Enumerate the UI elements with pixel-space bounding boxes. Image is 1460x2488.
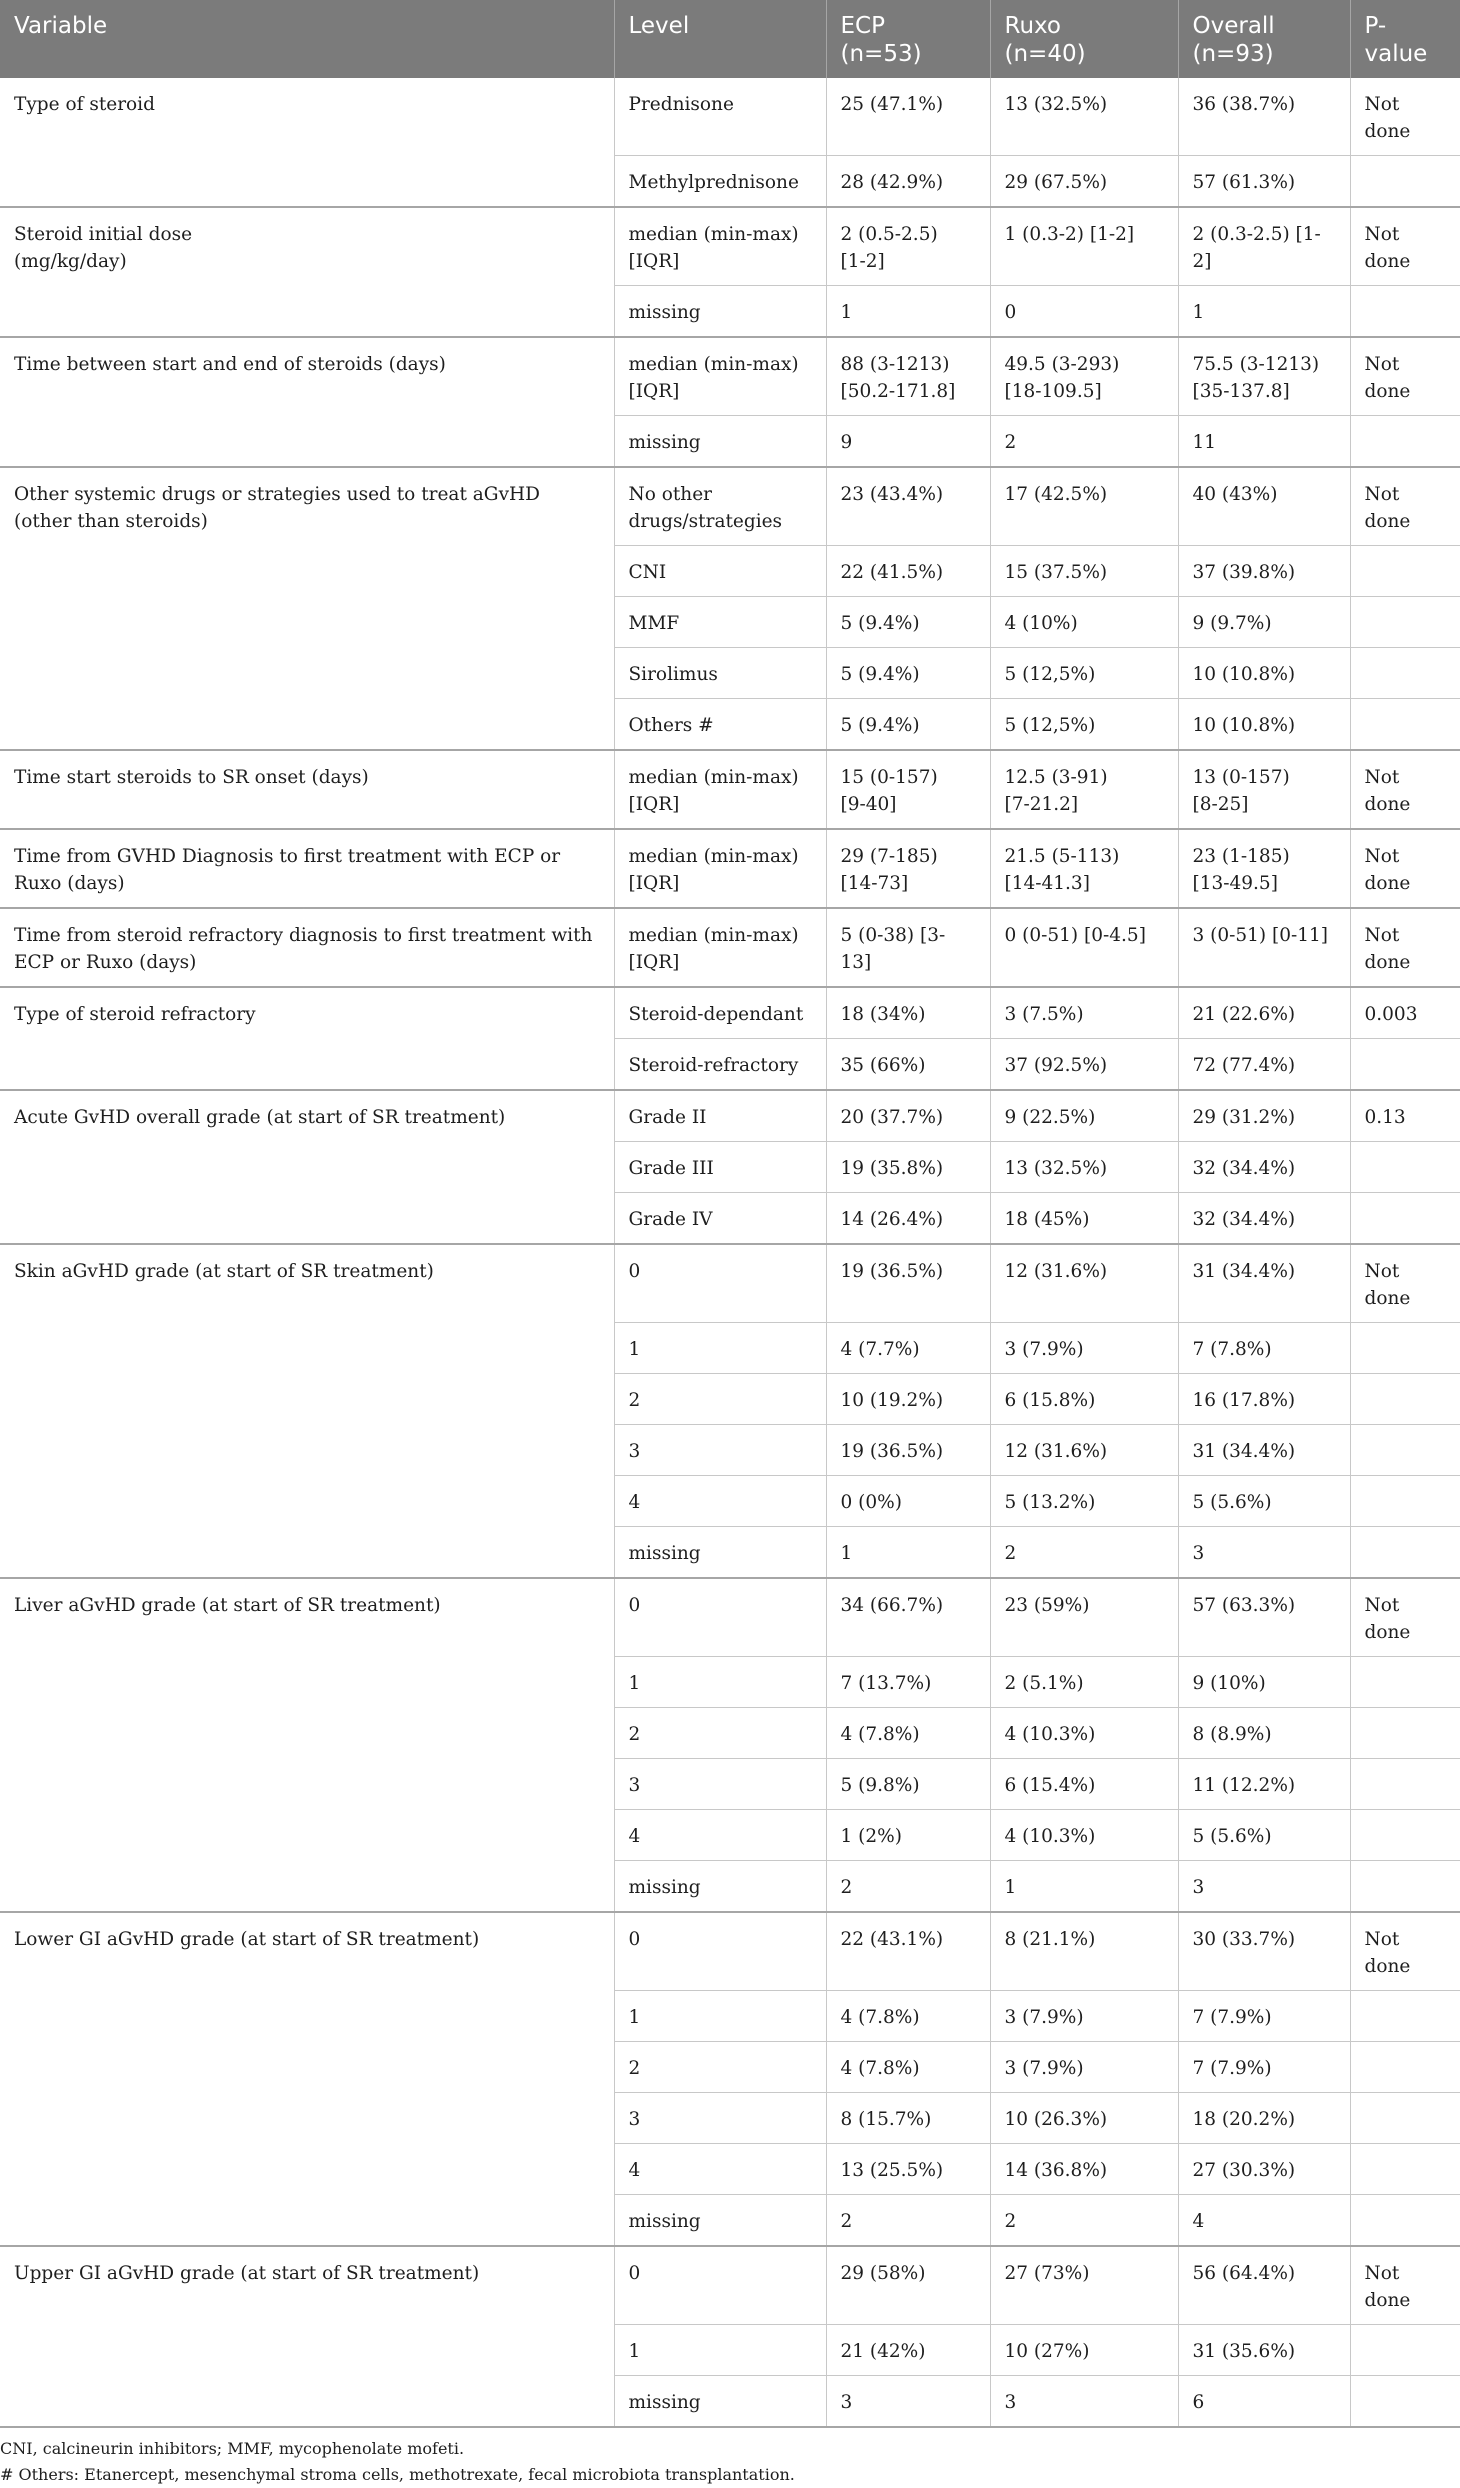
p-value-cell [1350,1425,1460,1476]
overall-cell: 2 (0.3-2.5) [1-2] [1178,207,1350,286]
level-cell: missing [614,416,826,468]
ruxo-cell: 9 (22.5%) [990,1090,1178,1142]
header-level: Level [614,0,826,78]
overall-cell: 3 (0-51) [0-11] [1178,908,1350,987]
level-cell: 0 [614,1912,826,1991]
level-cell: median (min-max) [IQR] [614,337,826,416]
ecp-cell: 35 (66%) [826,1039,990,1091]
level-cell: 0 [614,1244,826,1323]
ruxo-cell: 1 (0.3-2) [1-2] [990,207,1178,286]
variable-cell: Acute GvHD overall grade (at start of SR treatment) [0,1090,614,1244]
header-variable: Variable [0,0,614,78]
overall-cell: 30 (33.7%) [1178,1912,1350,1991]
ruxo-cell: 12.5 (3-91) [7-21.2] [990,750,1178,829]
ecp-cell: 5 (9.8%) [826,1759,990,1810]
ruxo-cell: 5 (12,5%) [990,648,1178,699]
header-overall: Overall (n=93) [1178,0,1350,78]
table-body [0,78,1460,2427]
level-cell: missing [614,2376,826,2428]
level-cell: 0 [614,1578,826,1657]
p-value-cell [1350,416,1460,468]
level-cell: Grade II [614,1090,826,1142]
overall-cell: 9 (10%) [1178,1657,1350,1708]
overall-cell: 8 (8.9%) [1178,1708,1350,1759]
level-cell: Others # [614,699,826,751]
ecp-cell: 2 [826,2195,990,2247]
ecp-cell: 22 (41.5%) [826,546,990,597]
p-value-cell: Not done [1350,2246,1460,2325]
ruxo-cell: 6 (15.8%) [990,1374,1178,1425]
ecp-cell: 10 (19.2%) [826,1374,990,1425]
p-value-cell [1350,1039,1460,1091]
overall-cell: 9 (9.7%) [1178,597,1350,648]
ecp-cell: 1 [826,286,990,338]
level-cell: Sirolimus [614,648,826,699]
footnotes [0,2428,1460,2488]
p-value-cell: Not done [1350,337,1460,416]
p-value-cell [1350,2195,1460,2247]
p-value-cell [1350,156,1460,208]
variable-cell: Time start steroids to SR onset (days) [0,750,614,829]
overall-cell: 7 (7.8%) [1178,1323,1350,1374]
overall-cell: 7 (7.9%) [1178,1991,1350,2042]
p-value-cell [1350,286,1460,338]
p-value-cell [1350,1323,1460,1374]
ruxo-cell: 27 (73%) [990,2246,1178,2325]
p-value-cell [1350,2325,1460,2376]
overall-cell: 11 (12.2%) [1178,1759,1350,1810]
ruxo-cell: 29 (67.5%) [990,156,1178,208]
overall-cell: 18 (20.2%) [1178,2093,1350,2144]
p-value-cell [1350,597,1460,648]
ecp-cell: 9 [826,416,990,468]
ruxo-cell: 10 (26.3%) [990,2093,1178,2144]
variable-cell: Time from steroid refractory diagnosis to first treatment with ECP or Ruxo (days) [0,908,614,987]
overall-cell: 40 (43%) [1178,467,1350,546]
level-cell: median (min-max) [IQR] [614,750,826,829]
ruxo-cell: 10 (27%) [990,2325,1178,2376]
header-row [0,0,1460,78]
ecp-cell: 1 (2%) [826,1810,990,1861]
level-cell: 2 [614,2042,826,2093]
ecp-cell: 7 (13.7%) [826,1657,990,1708]
level-cell: Grade III [614,1142,826,1193]
level-cell: Prednisone [614,78,826,156]
level-cell: median (min-max) [IQR] [614,207,826,286]
overall-cell: 13 (0-157) [8-25] [1178,750,1350,829]
overall-cell: 31 (34.4%) [1178,1425,1350,1476]
level-cell: 3 [614,2093,826,2144]
level-cell: 4 [614,1476,826,1527]
ruxo-cell: 21.5 (5-113) [14-41.3] [990,829,1178,908]
header-ruxo: Ruxo (n=40) [990,0,1178,78]
table-row [0,78,1460,156]
overall-cell: 36 (38.7%) [1178,78,1350,156]
ruxo-cell: 15 (37.5%) [990,546,1178,597]
level-cell: Steroid-refractory [614,1039,826,1091]
overall-cell: 3 [1178,1527,1350,1579]
table-row [0,1244,1460,1323]
header-ecp: ECP (n=53) [826,0,990,78]
level-cell: 0 [614,2246,826,2325]
overall-cell: 32 (34.4%) [1178,1142,1350,1193]
ecp-cell: 19 (36.5%) [826,1425,990,1476]
overall-cell: 11 [1178,416,1350,468]
level-cell: 1 [614,1991,826,2042]
ruxo-cell: 5 (13.2%) [990,1476,1178,1527]
p-value-cell: Not done [1350,1578,1460,1657]
ecp-cell: 5 (9.4%) [826,597,990,648]
ruxo-cell: 17 (42.5%) [990,467,1178,546]
p-value-cell [1350,2144,1460,2195]
p-value-cell [1350,648,1460,699]
overall-cell: 6 [1178,2376,1350,2428]
overall-cell: 23 (1-185) [13-49.5] [1178,829,1350,908]
level-cell: 4 [614,1810,826,1861]
level-cell: median (min-max) [IQR] [614,829,826,908]
ecp-cell: 28 (42.9%) [826,156,990,208]
ecp-cell: 13 (25.5%) [826,2144,990,2195]
ecp-cell: 1 [826,1527,990,1579]
ruxo-cell: 12 (31.6%) [990,1425,1178,1476]
ruxo-cell: 2 (5.1%) [990,1657,1178,1708]
overall-cell: 7 (7.9%) [1178,2042,1350,2093]
p-value-cell: 0.13 [1350,1090,1460,1142]
footnote-abbreviations: CNI, calcineurin inhibitors; MMF, mycophenolate mofeti. [0,2439,465,2458]
ecp-cell: 25 (47.1%) [826,78,990,156]
p-value-cell [1350,1142,1460,1193]
overall-cell: 4 [1178,2195,1350,2247]
overall-cell: 3 [1178,1861,1350,1913]
overall-cell: 32 (34.4%) [1178,1193,1350,1245]
p-value-cell [1350,1861,1460,1913]
ecp-cell: 4 (7.8%) [826,2042,990,2093]
variable-cell: Lower GI aGvHD grade (at start of SR treatment) [0,1912,614,2246]
table-row [0,750,1460,829]
variable-cell: Skin aGvHD grade (at start of SR treatment) [0,1244,614,1578]
table-row [0,467,1460,546]
ruxo-cell: 2 [990,416,1178,468]
overall-cell: 1 [1178,286,1350,338]
ecp-cell: 34 (66.7%) [826,1578,990,1657]
ecp-cell: 29 (7-185) [14-73] [826,829,990,908]
level-cell: 4 [614,2144,826,2195]
ecp-cell: 4 (7.8%) [826,1708,990,1759]
p-value-cell: Not done [1350,467,1460,546]
ruxo-cell: 5 (12,5%) [990,699,1178,751]
overall-cell: 10 (10.8%) [1178,648,1350,699]
variable-cell: Type of steroid refractory [0,987,614,1090]
overall-cell: 75.5 (3-1213) [35-137.8] [1178,337,1350,416]
p-value-cell [1350,1759,1460,1810]
overall-cell: 10 (10.8%) [1178,699,1350,751]
overall-cell: 31 (34.4%) [1178,1244,1350,1323]
ecp-cell: 4 (7.7%) [826,1323,990,1374]
p-value-cell: Not done [1350,207,1460,286]
ecp-cell: 8 (15.7%) [826,2093,990,2144]
ruxo-cell: 3 (7.5%) [990,987,1178,1039]
footnote-others: # Others: Etanercept, mesenchymal stroma cells, methotrexate, fecal microbiota transplantation. [0,2465,795,2484]
table-row [0,2246,1460,2325]
p-value-cell [1350,2093,1460,2144]
overall-cell: 5 (5.6%) [1178,1476,1350,1527]
p-value-cell [1350,1476,1460,1527]
ecp-cell: 2 [826,1861,990,1913]
table-row [0,908,1460,987]
ruxo-cell: 6 (15.4%) [990,1759,1178,1810]
p-value-cell: 0.003 [1350,987,1460,1039]
ruxo-cell: 4 (10.3%) [990,1708,1178,1759]
p-value-cell: Not done [1350,1244,1460,1323]
ecp-cell: 5 (9.4%) [826,648,990,699]
p-value-cell: Not done [1350,829,1460,908]
ruxo-cell: 3 [990,2376,1178,2428]
ruxo-cell: 2 [990,1527,1178,1579]
level-cell: 1 [614,1657,826,1708]
ecp-cell: 19 (36.5%) [826,1244,990,1323]
level-cell: missing [614,286,826,338]
header-p-value: P- value [1350,0,1460,78]
ruxo-cell: 18 (45%) [990,1193,1178,1245]
overall-cell: 27 (30.3%) [1178,2144,1350,2195]
ecp-cell: 3 [826,2376,990,2428]
p-value-cell: Not done [1350,908,1460,987]
ruxo-cell: 3 (7.9%) [990,1991,1178,2042]
p-value-cell [1350,2376,1460,2428]
ecp-cell: 21 (42%) [826,2325,990,2376]
p-value-cell [1350,546,1460,597]
p-value-cell [1350,1810,1460,1861]
ruxo-cell: 13 (32.5%) [990,1142,1178,1193]
level-cell: missing [614,2195,826,2247]
ruxo-cell: 4 (10.3%) [990,1810,1178,1861]
ruxo-cell: 23 (59%) [990,1578,1178,1657]
ruxo-cell: 13 (32.5%) [990,78,1178,156]
level-cell: Methylprednisone [614,156,826,208]
ruxo-cell: 12 (31.6%) [990,1244,1178,1323]
ruxo-cell: 4 (10%) [990,597,1178,648]
level-cell: missing [614,1861,826,1913]
level-cell: 1 [614,2325,826,2376]
p-value-cell [1350,1657,1460,1708]
p-value-cell: Not done [1350,750,1460,829]
overall-cell: 37 (39.8%) [1178,546,1350,597]
p-value-cell: Not done [1350,78,1460,156]
p-value-cell [1350,2042,1460,2093]
ecp-cell: 29 (58%) [826,2246,990,2325]
table-row [0,829,1460,908]
variable-cell: Other systemic drugs or strategies used to treat aGvHD (other than steroids) [0,467,614,750]
ecp-cell: 22 (43.1%) [826,1912,990,1991]
p-value-cell [1350,1374,1460,1425]
overall-cell: 5 (5.6%) [1178,1810,1350,1861]
level-cell: Grade IV [614,1193,826,1245]
p-value-cell [1350,699,1460,751]
level-cell: 2 [614,1708,826,1759]
level-cell: missing [614,1527,826,1579]
ruxo-cell: 1 [990,1861,1178,1913]
ruxo-cell: 2 [990,2195,1178,2247]
level-cell: Steroid-dependant [614,987,826,1039]
overall-cell: 29 (31.2%) [1178,1090,1350,1142]
level-cell: MMF [614,597,826,648]
ecp-cell: 14 (26.4%) [826,1193,990,1245]
p-value-cell: Not done [1350,1912,1460,1991]
variable-cell: Type of steroid [0,78,614,207]
table-row [0,337,1460,416]
ecp-cell: 5 (0-38) [3-13] [826,908,990,987]
ruxo-cell: 14 (36.8%) [990,2144,1178,2195]
ruxo-cell: 3 (7.9%) [990,2042,1178,2093]
overall-cell: 57 (61.3%) [1178,156,1350,208]
ecp-cell: 15 (0-157) [9-40] [826,750,990,829]
p-value-cell [1350,1708,1460,1759]
variable-cell: Steroid initial dose (mg/kg/day) [0,207,614,337]
ecp-cell: 5 (9.4%) [826,699,990,751]
overall-cell: 31 (35.6%) [1178,2325,1350,2376]
ecp-cell: 18 (34%) [826,987,990,1039]
level-cell: 2 [614,1374,826,1425]
p-value-cell [1350,1991,1460,2042]
p-value-cell [1350,1193,1460,1245]
table-row [0,207,1460,286]
p-value-cell [1350,1527,1460,1579]
overall-cell: 16 (17.8%) [1178,1374,1350,1425]
variable-cell: Liver aGvHD grade (at start of SR treatment) [0,1578,614,1912]
level-cell: CNI [614,546,826,597]
overall-cell: 72 (77.4%) [1178,1039,1350,1091]
variable-cell: Upper GI aGvHD grade (at start of SR treatment) [0,2246,614,2427]
level-cell: 3 [614,1425,826,1476]
ruxo-cell: 0 (0-51) [0-4.5] [990,908,1178,987]
ruxo-cell: 0 [990,286,1178,338]
ruxo-cell: 8 (21.1%) [990,1912,1178,1991]
level-cell: 1 [614,1323,826,1374]
ecp-cell: 0 (0%) [826,1476,990,1527]
variable-cell: Time between start and end of steroids (days) [0,337,614,467]
ecp-cell: 2 (0.5-2.5) [1-2] [826,207,990,286]
level-cell: 3 [614,1759,826,1810]
ruxo-cell: 37 (92.5%) [990,1039,1178,1091]
ruxo-cell: 3 (7.9%) [990,1323,1178,1374]
ecp-cell: 4 (7.8%) [826,1991,990,2042]
ecp-cell: 20 (37.7%) [826,1090,990,1142]
ecp-cell: 88 (3-1213) [50.2-171.8] [826,337,990,416]
level-cell: No other drugs/strategies [614,467,826,546]
variable-cell: Time from GVHD Diagnosis to first treatment with ECP or Ruxo (days) [0,829,614,908]
ruxo-cell: 49.5 (3-293) [18-109.5] [990,337,1178,416]
table-row [0,1090,1460,1142]
table-row [0,987,1460,1039]
table-row [0,1912,1460,1991]
table-row [0,1578,1460,1657]
ecp-cell: 23 (43.4%) [826,467,990,546]
overall-cell: 57 (63.3%) [1178,1578,1350,1657]
overall-cell: 56 (64.4%) [1178,2246,1350,2325]
overall-cell: 21 (22.6%) [1178,987,1350,1039]
level-cell: median (min-max) [IQR] [614,908,826,987]
ecp-cell: 19 (35.8%) [826,1142,990,1193]
